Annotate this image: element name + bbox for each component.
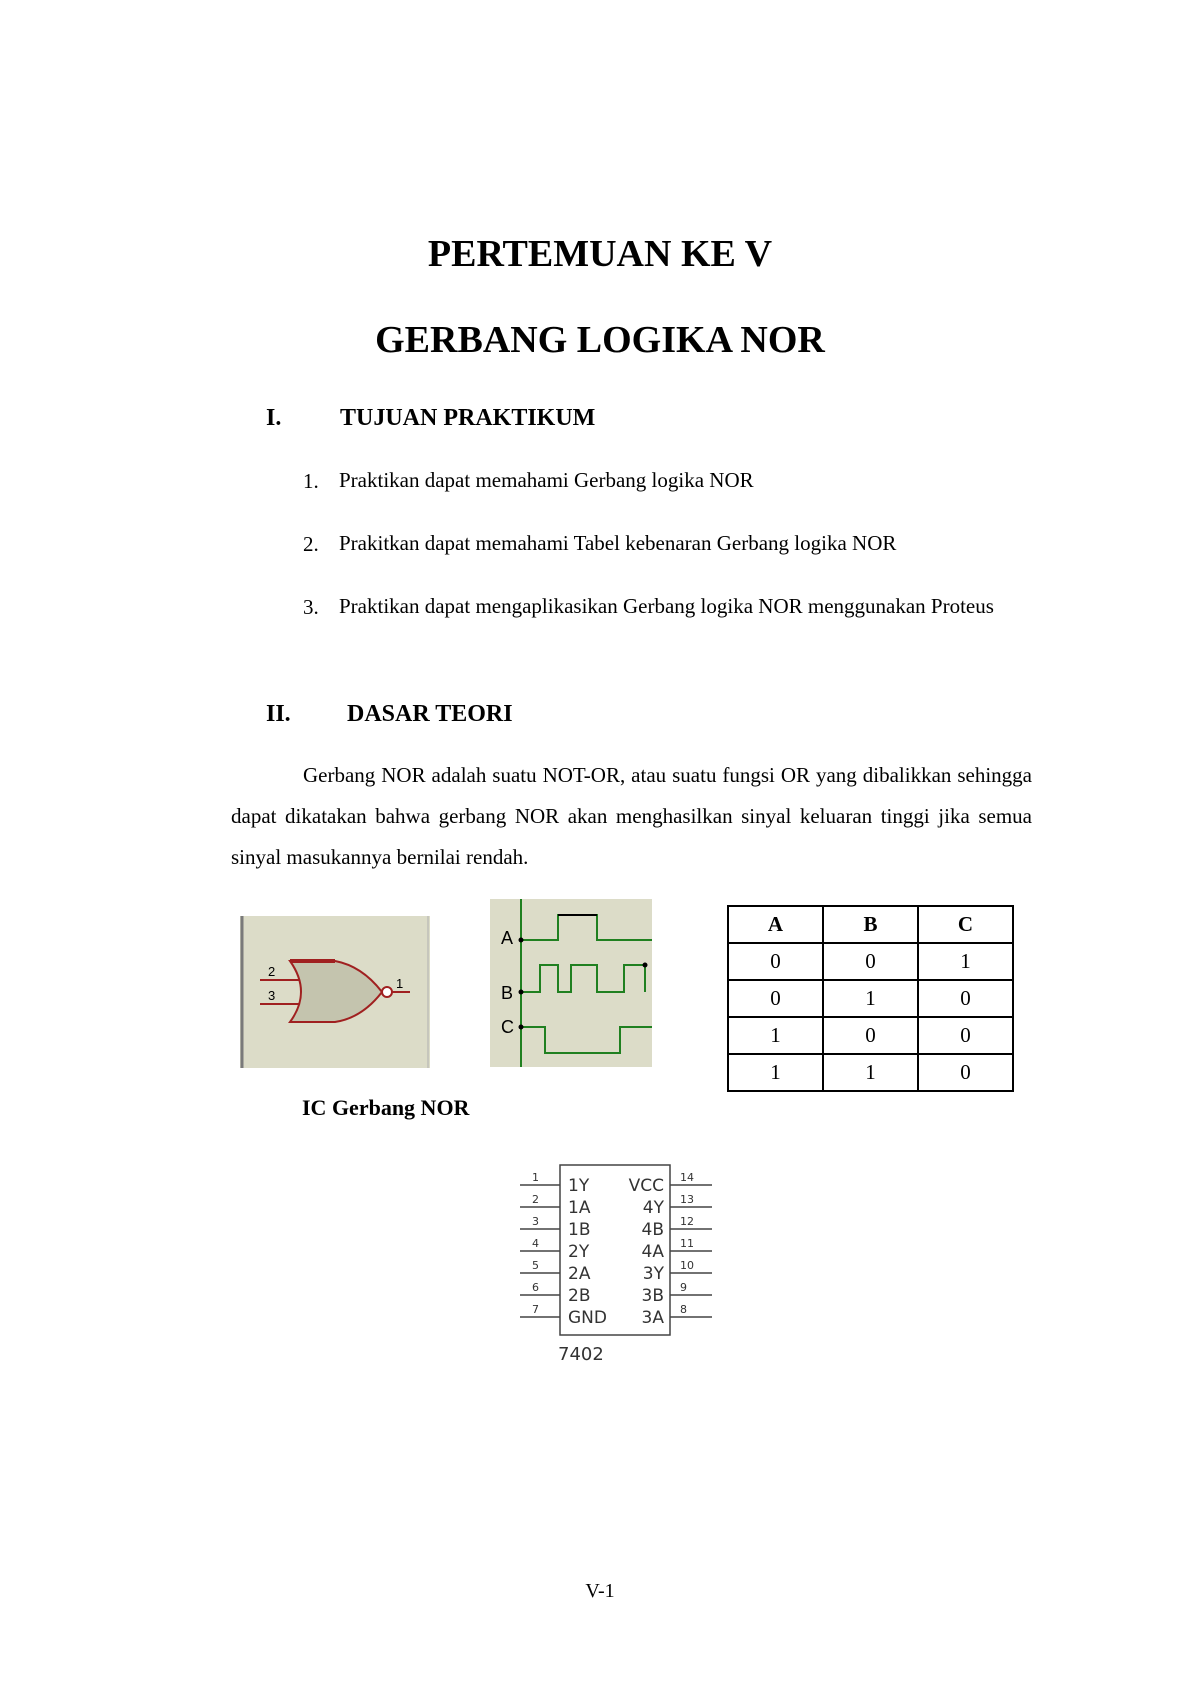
table-cell: 0	[918, 1017, 1013, 1054]
truth-table	[727, 905, 1014, 1092]
waveform-label-a: A	[501, 928, 514, 948]
list-item-2-text: Prakitkan dapat memahami Tabel kebenaran Gerbang logika NOR	[339, 531, 897, 555]
ic-pin-label: 2B	[568, 1286, 591, 1306]
table-row	[728, 1054, 1013, 1091]
ic-pin-label: 1Y	[568, 1176, 590, 1196]
table-cell: 1	[728, 1054, 823, 1091]
waveform-label-c: C	[501, 1017, 514, 1037]
ic-pin-number: 10	[680, 1259, 694, 1272]
list-item-2-number: 2.	[303, 532, 319, 556]
list-item-1-number: 1.	[303, 469, 319, 493]
ic-pinout-diagram	[518, 1160, 718, 1370]
waveform-c-dot	[519, 1025, 524, 1030]
waveform-b-dot	[519, 990, 524, 995]
gate-pin-3-label: 3	[268, 988, 276, 1003]
table-cell: 0	[728, 943, 823, 980]
ic-pin-number: 9	[680, 1281, 687, 1294]
list-item-3-number: 3.	[303, 595, 319, 619]
gate-pin-1-label: 1	[396, 976, 404, 991]
ic-pin-number: 14	[680, 1171, 694, 1184]
ic-pin-number: 1	[532, 1171, 539, 1184]
table-cell: 0	[823, 1017, 918, 1054]
waveform-a-dot	[519, 938, 524, 943]
theory-paragraph	[231, 755, 1032, 878]
page-title: PERTEMUAN KE V	[427, 233, 773, 275]
truth-table-header-a: A	[728, 906, 823, 943]
ic-pin-number: 12	[680, 1215, 694, 1228]
ic-pin-number: 4	[532, 1237, 539, 1250]
nor-gate-symbol	[240, 916, 430, 1068]
timing-diagram	[490, 899, 652, 1067]
ic-pin-label: 1B	[568, 1220, 591, 1240]
truth-table-header-b: B	[823, 906, 918, 943]
page-number: V-1	[585, 1580, 615, 1602]
ic-pin-label: 3Y	[642, 1264, 664, 1284]
section-2-number: II.	[266, 701, 291, 727]
ic-pin-label: 4Y	[642, 1198, 664, 1218]
section-2-title: DASAR TEORI	[347, 701, 513, 727]
table-cell: 1	[823, 980, 918, 1017]
ic-pin-label: 1A	[568, 1198, 591, 1218]
ic-pin-label: 2A	[568, 1264, 591, 1284]
table-cell: 0	[918, 980, 1013, 1017]
ic-chip-name: 7402	[558, 1344, 604, 1365]
table-cell: 1	[823, 1054, 918, 1091]
table-row	[728, 1017, 1013, 1054]
table-cell: 1	[728, 1017, 823, 1054]
list-item-1-text: Praktikan dapat memahami Gerbang logika NOR	[339, 468, 754, 492]
section-1-number: I.	[266, 405, 282, 431]
ic-pin-label: VCC	[628, 1176, 664, 1196]
gate-pin-2-label: 2	[268, 964, 276, 979]
table-row	[728, 980, 1013, 1017]
truth-table-header-row	[728, 906, 1013, 943]
waveform-label-b: B	[501, 983, 514, 1003]
ic-pin-number: 2	[532, 1193, 539, 1206]
list-item-3-text: Praktikan dapat mengaplikasikan Gerbang logika NOR menggunakan Proteus	[339, 594, 994, 618]
gate-inversion-bubble	[382, 987, 392, 997]
theory-paragraph-text: Gerbang NOR adalah suatu NOT-OR, atau suatu fungsi OR yang dibalikkan sehingga dapat dikatakan bahwa gerbang NOR akan menghasilkan sinyal keluaran tinggi jika semua sinyal masukannya bernilai rendah.	[231, 763, 1032, 869]
ic-pin-label: 4B	[641, 1220, 664, 1240]
ic-pin-number: 13	[680, 1193, 694, 1206]
page-subtitle: GERBANG LOGIKA NOR	[375, 319, 825, 361]
table-row	[728, 943, 1013, 980]
ic-pin-number: 5	[532, 1259, 539, 1272]
section-1-title: TUJUAN PRAKTIKUM	[340, 405, 596, 431]
ic-pin-label: 2Y	[568, 1242, 590, 1262]
ic-pin-number: 11	[680, 1237, 694, 1250]
ic-pin-number: 7	[532, 1303, 539, 1316]
ic-pin-number: 3	[532, 1215, 539, 1228]
ic-pin-label: 3A	[641, 1308, 664, 1328]
truth-table-header-c: C	[918, 906, 1013, 943]
ic-pin-label: 4A	[641, 1242, 664, 1262]
waveform-b-end-dot	[643, 963, 648, 968]
ic-pin-label: 3B	[641, 1286, 664, 1306]
ic-pin-label: GND	[568, 1308, 607, 1328]
table-cell: 0	[918, 1054, 1013, 1091]
ic-caption: IC Gerbang NOR	[302, 1095, 470, 1120]
table-cell: 0	[728, 980, 823, 1017]
table-cell: 0	[823, 943, 918, 980]
ic-pin-number: 6	[532, 1281, 539, 1294]
ic-pin-number: 8	[680, 1303, 687, 1316]
table-cell: 1	[918, 943, 1013, 980]
